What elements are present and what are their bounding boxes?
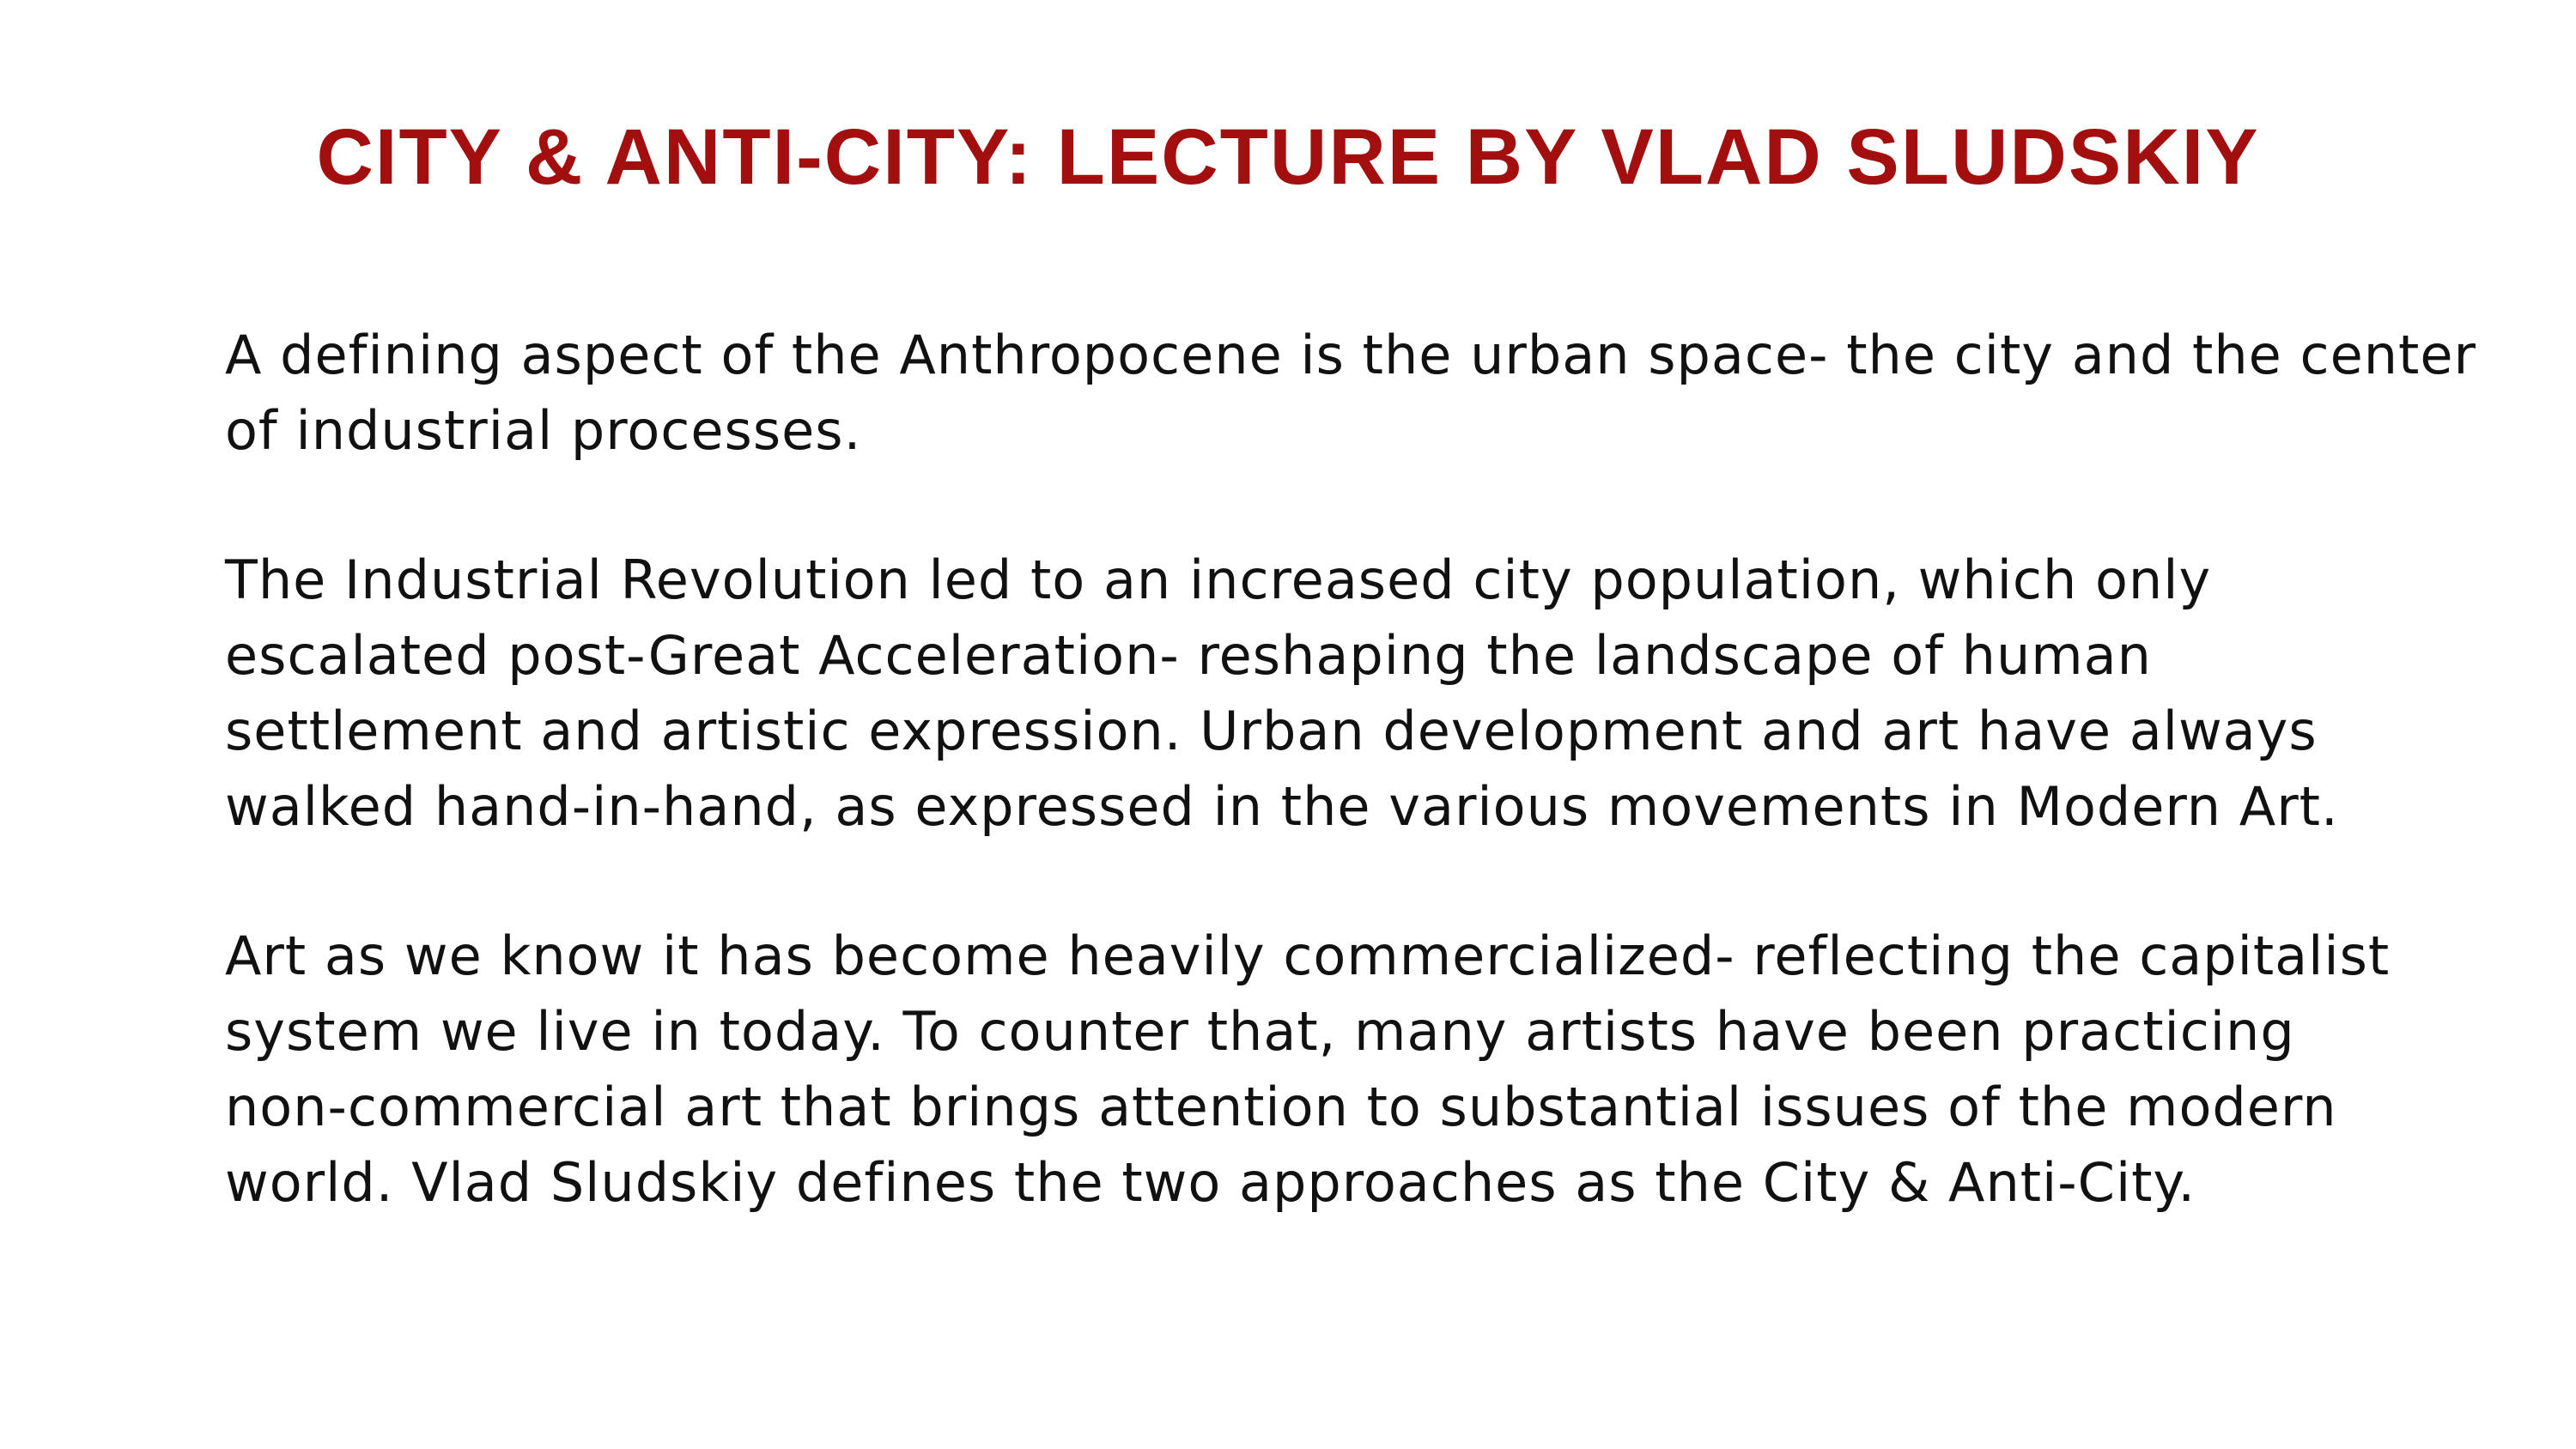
paragraph-industrial-revolution	[225, 543, 2389, 845]
text-line: of industrial processes.	[225, 399, 862, 462]
paragraph-anthropocene	[225, 318, 2476, 469]
text-line: non-commercial art that brings attention to substantial issues of the modern	[225, 1076, 2337, 1138]
text-line: settlement and artistic expression. Urban development and art have always	[225, 700, 2318, 762]
text-line: A defining aspect of the Anthropocene is the urban space- the city and the center	[225, 324, 2476, 386]
slide-title: CITY & ANTI-CITY: LECTURE BY VLAD SLUDSKIY	[316, 113, 2260, 201]
text-line: system we live in today. To counter that, many artists have been practicing	[225, 1000, 2295, 1063]
paragraph-commercial-art	[225, 919, 2389, 1221]
text-line: world. Vlad Sludskiy defines the two approaches as the City & Anti-City.	[225, 1151, 2196, 1214]
text-line: escalated post-Great Acceleration- reshaping the landscape of human	[225, 624, 2152, 687]
text-line: The Industrial Revolution led to an increased city population, which only	[225, 549, 2212, 611]
text-line: Art as we know it has become heavily commercialized- reflecting the capitalist	[225, 925, 2391, 987]
text-line: walked hand-in-hand, as expressed in the various movements in Modern Art.	[225, 775, 2339, 838]
slide-body	[225, 318, 2476, 1294]
